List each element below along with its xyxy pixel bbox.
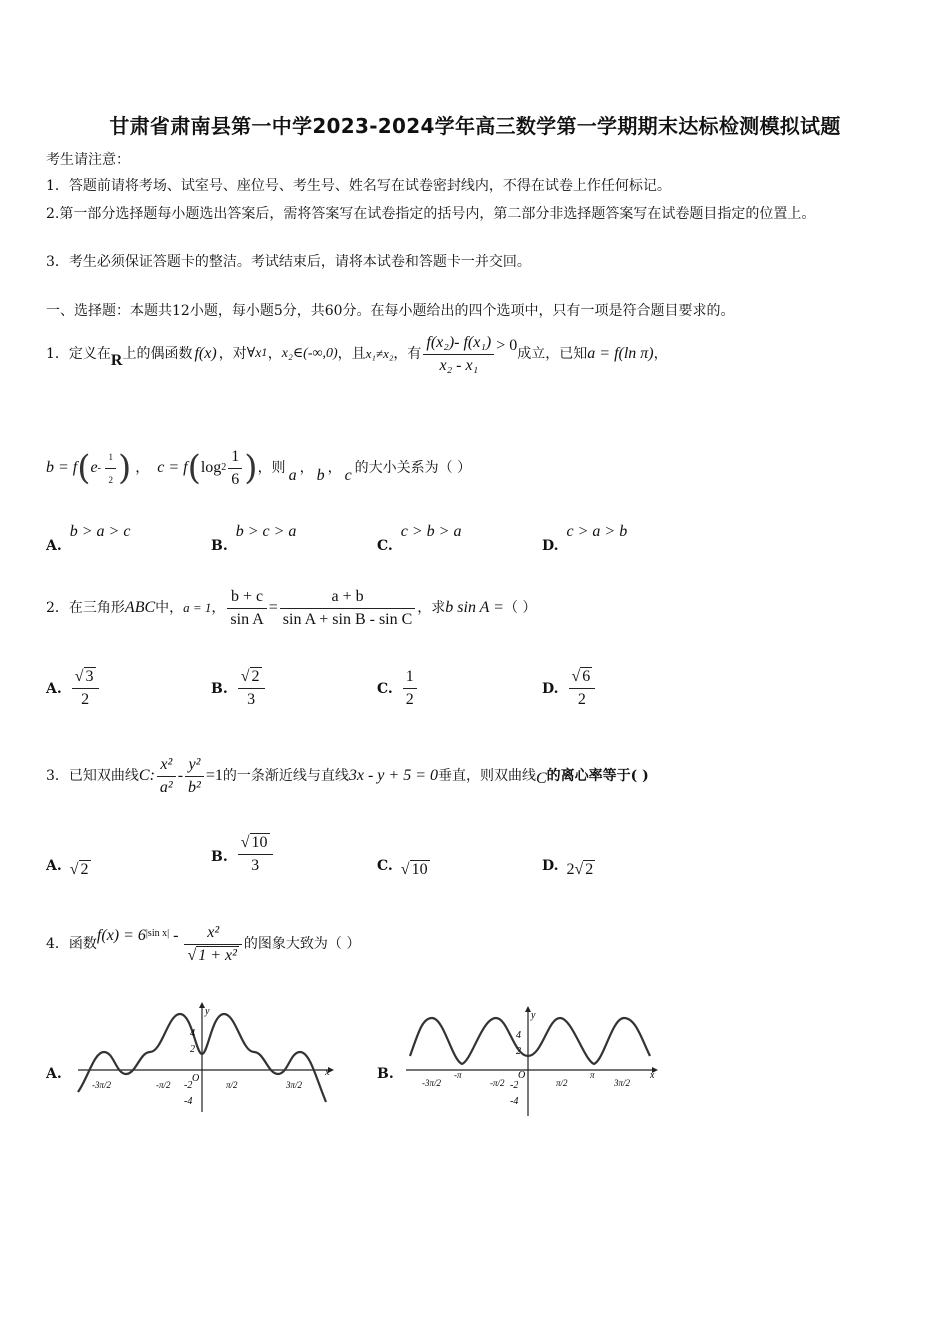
svg-text:y: y — [205, 1006, 210, 1017]
notice-heading: 考生请注意： — [46, 152, 130, 168]
q3-text-3: 的离心率等于( ) — [546, 768, 649, 784]
q1-comma: ， — [653, 346, 668, 362]
notice-item-1: 1．答题前请将考场、试室号、座位号、考生号、姓名写在试卷密封线内，不得在试卷上作任何标记。 — [46, 178, 671, 194]
q1-text-5: ，有 — [393, 346, 422, 362]
page-title: 甘肃省肃南县第一中学2023-2024学年高三数学第一学期期末达标检测模拟试题 — [109, 114, 841, 138]
q1-text-6: 成立，已知 — [517, 346, 588, 362]
q2-text-2: ，求 — [417, 600, 446, 616]
q1-a-def: a = f(ln π) — [587, 345, 654, 362]
q4-graph-b — [400, 1004, 662, 1120]
q4-text-1: 的图象大致为（ ） — [243, 936, 361, 952]
question-4-stem: 4．函数 f(x) = 6 |sin x| - $\frac{\text{x²}}{\text{√ 1 + x²}}$ 的图象大致为（ ） — [46, 923, 361, 964]
q2-right-fraction: $\frac{a + b}{\text{sin A + sin B - sin C}}$ — [280, 586, 416, 631]
q1-forall: ∀x — [246, 346, 262, 361]
svg-text:-π/2: -π/2 — [156, 1080, 171, 1090]
q1-option-c[interactable]: C.c > b > a — [377, 523, 462, 554]
q1-text-3: ， — [267, 346, 282, 362]
notice-item-3: 3．考生必须保证答题卡的整洁。考试结束后，请将本试卷和答题卡一并交回。 — [46, 254, 531, 270]
q1-text-7: ，则 — [257, 460, 286, 476]
q2-left-fraction: $\frac{b + c}{\text{sin A}}$ — [227, 586, 266, 631]
q1-exp: - $\frac{1}{2}$ — [98, 446, 118, 491]
q1-text-4: ，且 — [337, 346, 366, 362]
q3-curve-c-2: C — [536, 770, 547, 787]
svg-text:π/2: π/2 — [226, 1080, 238, 1090]
q2-a-eq-1: a = 1 — [183, 600, 212, 615]
q1-option-a[interactable]: A.b > a > c — [46, 523, 131, 554]
q3-option-a[interactable]: A. √ 2 — [46, 858, 89, 878]
q4-number: 4．函数 — [46, 936, 97, 952]
q2-equals: = — [268, 599, 278, 616]
q3-text-1: 的一条渐近线与直线 — [222, 768, 349, 784]
svg-text:4: 4 — [190, 1028, 195, 1039]
q3-line: 3x - y + 5 = 0 — [348, 767, 438, 784]
svg-text:3π/2: 3π/2 — [286, 1080, 303, 1090]
svg-text:O: O — [192, 1073, 200, 1084]
q1-var-b: b — [316, 467, 325, 484]
svg-text:-4: -4 — [510, 1096, 519, 1107]
q4-option-b[interactable]: B. — [377, 1066, 394, 1082]
question-1-stem: 1．定义在 R 上的偶函数 f(x) ，对 ∀x 1 ， x₂∈(-∞,0) ，且 x₁≠x₂ ，有 $\frac{\text{f(x₂)- f(x₁)}}{\text{x₂ - x₁}}$ > 0 成立，已知 a = f(ln π) ， — [46, 326, 668, 382]
svg-text:x: x — [650, 1070, 655, 1081]
q2-text-3: （ ） — [503, 600, 537, 616]
q4-option-a[interactable]: A. — [46, 1066, 62, 1082]
notice-item-2: 2.第一部分选择题每小题选出答案后，需将答案写在试卷指定的括号内，第二部分非选择题答案写在试卷题目指定的位置上。 — [46, 206, 816, 222]
q4-function: f(x) = 6 — [96, 927, 146, 944]
q1-var-a: a — [288, 467, 297, 484]
q1-c-def: c = f — [157, 459, 188, 476]
svg-text:-2: -2 — [510, 1080, 519, 1091]
q1-difference-quotient: $\frac{\text{f(x₂)- f(x₁)}}{\text{x₂ - x₁}}$ — [423, 332, 494, 377]
q2-text-1: 中， — [155, 600, 184, 616]
q2-triangle: ABC — [124, 599, 156, 616]
q3-number: 3．已知双曲线 — [46, 768, 139, 784]
q3-text-2: 垂直，则双曲线 — [438, 768, 536, 784]
svg-text:-π/2: -π/2 — [490, 1078, 505, 1088]
svg-text:-2: -2 — [184, 1080, 193, 1091]
svg-text:-3π/2: -3π/2 — [422, 1078, 442, 1088]
question-3-stem: 3．已知双曲线 C: $\frac{\text{x²}}{\text{a²}}$ - $\frac{\text{y²}}{\text{b²}}$ =1 的一条渐近线与直线 3x - y + 5 = 0 垂直，则双曲线 C 的离心率等于( ) — [46, 755, 649, 796]
q2-option-b[interactable]: B. $\frac{√ 2}{3}$ — [211, 666, 267, 711]
q1-var-c: c — [344, 467, 352, 484]
q3-option-d[interactable]: D. 2√ 2 — [542, 858, 594, 878]
q3-option-c[interactable]: C. √ 10 — [377, 858, 428, 878]
svg-text:2: 2 — [190, 1044, 195, 1055]
q1-gt-zero: > 0 — [496, 337, 518, 354]
q1-text-2: ，对 — [218, 346, 247, 362]
svg-text:y: y — [531, 1010, 536, 1021]
q3-curve-c: C: — [138, 767, 155, 784]
q2-option-c[interactable]: C. $\frac{1}{2}$ — [377, 666, 419, 711]
question-1-defs: b = f ( e - $\frac{1}{2}$ ) ， c = f ( log 2 $\frac{1}{6}$ ) ，则 a ， b ， c 的大小关系为（ ） — [46, 440, 471, 496]
svg-text:3π/2: 3π/2 — [614, 1078, 631, 1088]
q2-option-a[interactable]: A. $\frac{√ 3}{2}$ — [46, 666, 101, 711]
svg-text:-4: -4 — [184, 1096, 193, 1107]
svg-text:-3π/2: -3π/2 — [92, 1080, 112, 1090]
q1-fx: f(x) — [194, 345, 217, 362]
q4-graph-a — [70, 1000, 340, 1118]
q1-option-d[interactable]: D.c > a > b — [542, 523, 628, 554]
q1-option-b[interactable]: B.b > c > a — [211, 523, 297, 554]
q1-domain: x₂∈(-∞,0) — [281, 346, 338, 361]
q1-number: 1．定义在 — [46, 346, 111, 362]
q3-option-b[interactable]: B. $\frac{√ 10}{3}$ — [211, 832, 275, 877]
q1-b-def: b = f — [46, 459, 78, 476]
q1-set-r: R — [110, 352, 123, 369]
svg-text:π/2: π/2 — [556, 1078, 568, 1088]
q1-neq: x₁≠x₂ — [365, 346, 394, 361]
q2-number: 2．在三角形 — [46, 600, 125, 616]
svg-text:2: 2 — [516, 1046, 521, 1057]
svg-text:x: x — [325, 1067, 330, 1078]
section-heading: 一、选择题：本题共12小题，每小题5分，共60分。在每小题给出的四个选项中，只有一项是符合题目要求的。 — [46, 303, 735, 319]
svg-text:π: π — [590, 1070, 595, 1080]
question-2-stem: 2．在三角形 ABC 中， a = 1 ， $\frac{b + c}{\text{sin A}}$ = $\frac{a + b}{\text{sin A + sin B - sin C}}$ ，求 b sin A = （ ） — [46, 580, 536, 636]
q2-option-d[interactable]: D. $\frac{√ 6}{2}$ — [542, 666, 597, 711]
svg-text:O: O — [518, 1070, 526, 1081]
svg-text:4: 4 — [516, 1030, 521, 1041]
svg-text:-π: -π — [454, 1070, 462, 1080]
q2-ask: b sin A = — [445, 599, 504, 616]
q1-text-1: 上的偶函数 — [122, 346, 193, 362]
q1-text-8: 的大小关系为（ ） — [354, 460, 472, 476]
